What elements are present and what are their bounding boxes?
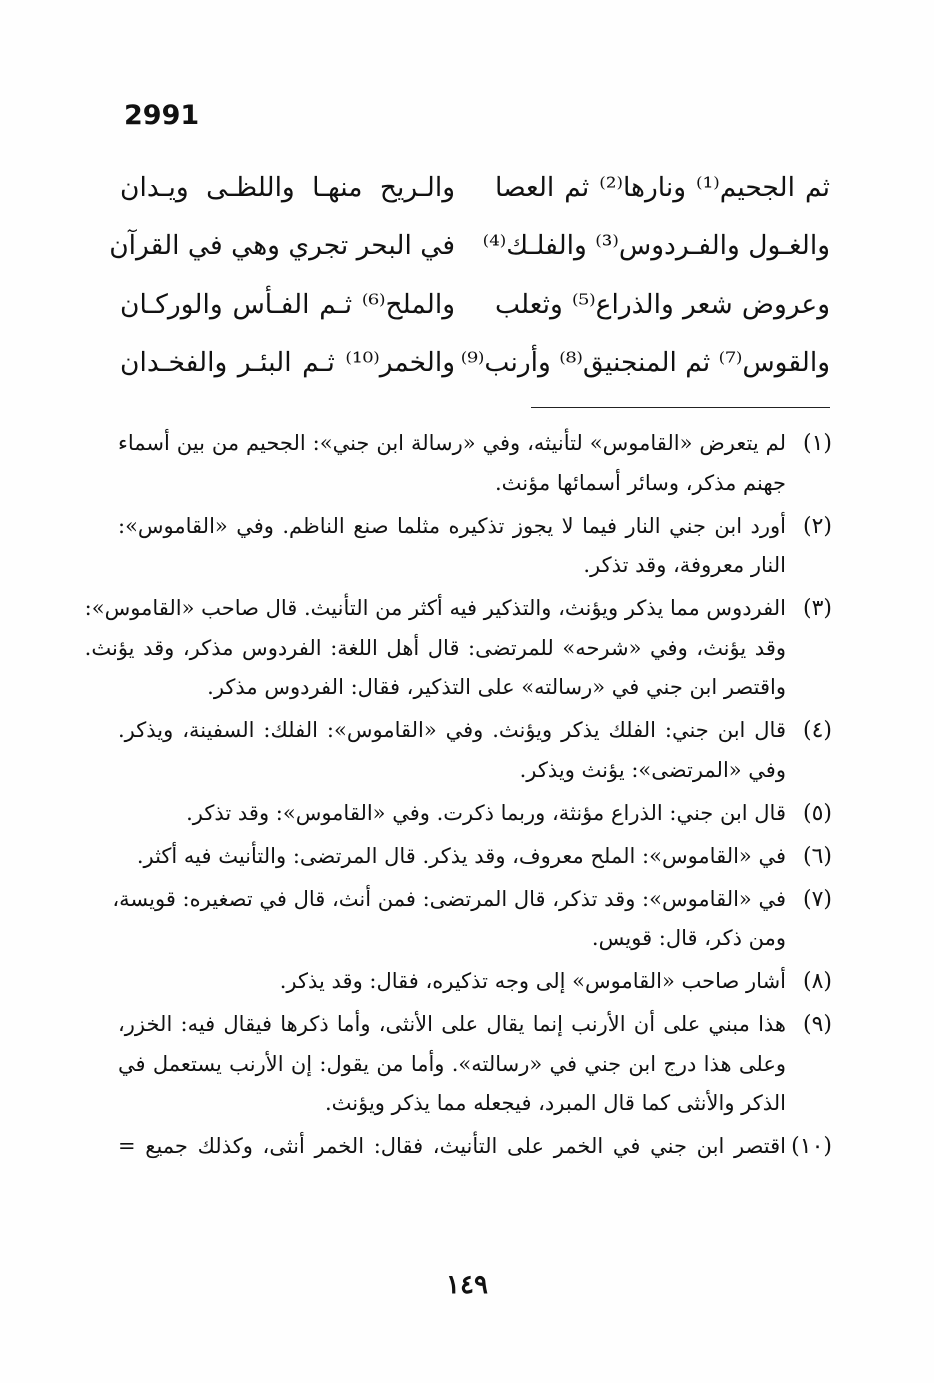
verse-second-hemistich: في البحر تجري وهي في القرآن — [109, 230, 455, 262]
footnote-line: قال ابن جني: الذراع مؤنثة، وربما ذكرت. وفي «القاموس»: وقد تذكر. — [186, 800, 786, 825]
footnote-number: (٧) — [802, 886, 832, 912]
footnote-line: في «القاموس»: الملح معروف، وقد يذكر. قال المرتضى: والتأنيث فيه أكثر. — [136, 843, 786, 868]
footnote-line: وفي «المرتضى»: يؤنث ويذكر. — [519, 757, 786, 782]
footnote-line: ومن ذكر، قال: قويس. — [591, 926, 786, 950]
footnote-number: (٨) — [802, 969, 832, 994]
footnote-line: هذا مبني على أن الأرنب إنما يقال على الأنثى، وأما ذكرها فيقال فيه: الخزر، — [118, 1012, 786, 1036]
footnote-number: (١٠) — [791, 1134, 832, 1159]
footnote-number: (٤) — [802, 718, 832, 743]
verse-row — [109, 217, 830, 276]
footnote-line: أشار صاحب «القاموس» إلى وجه تذكيره، فقال: وقد يذكر. — [279, 969, 786, 993]
verse-first-hemistich: والغـول والفـردوس⁽³⁾ والفلـك⁽⁴⁾ — [482, 230, 830, 262]
footnote-6 — [118, 837, 832, 877]
footnote-number: (٦) — [802, 843, 832, 869]
verse-first-hemistich: وعروض شعر والذراع⁽⁵⁾ وثعلب — [495, 288, 830, 320]
footnote-line: اقتصر ابن جني في الخمر على التأنيث، فقال: الخمر أنثى، وكذلك جميع = — [118, 1134, 786, 1158]
footnote-line: قال ابن جني: الفلك يذكر ويؤنث. وفي «القاموس»: الفلك: السفينة، ويذكر. — [118, 718, 786, 742]
verse-second-hemistich: والخمر⁽¹⁰⁾ ثـم البئـر والفخـدان — [120, 347, 455, 379]
verse-row — [120, 158, 830, 217]
footnotes — [84, 424, 832, 1170]
footnote-line: جهنم مذكر، وسائر أسمائها مؤنث. — [494, 470, 786, 495]
footnote-number: (٣) — [802, 596, 832, 621]
verse-row — [120, 334, 830, 393]
footnote-line: أورد ابن جني النار فيما لا يجوز تذكيره مثلما صنع الناظم. وفي «القاموس»: — [118, 513, 786, 538]
footnote-line: واقتصر ابن جني في «رسالته» على التذكير، فقال: الفردوس مذكر. — [207, 675, 786, 699]
verse-first-hemistich: والقوس⁽⁷⁾ ثم المنجنيق⁽⁸⁾ وأرنب⁽⁹⁾ — [460, 347, 830, 379]
footnote-number: (٩) — [802, 1012, 832, 1037]
footnote-separator — [531, 407, 830, 408]
footnote-line: وعلى هذا درج ابن جني في «رسالته». وأما من يقول: إن الأرنب يستعمل في — [118, 1051, 786, 1076]
footnote-10 — [118, 1127, 832, 1167]
footnote-2 — [118, 507, 832, 586]
footnote-line: وقد يؤنث، وفي «شرحه» للمرتضى: قال أهل اللغة: الفردوس مذكر، وقد يؤنث. — [84, 635, 786, 660]
page-number: ١٤٩ — [446, 1270, 488, 1300]
footnote-number: (٥) — [802, 800, 832, 826]
footnote-number: (٢) — [802, 513, 832, 539]
footnote-line: الذكر والأنثى كما قال المبرد، فيجعله مما يذكر ويؤنث. — [324, 1091, 786, 1115]
poem-verses — [109, 158, 830, 392]
footnote-8 — [118, 962, 832, 1002]
footnote-line: الفردوس مما يذكر ويؤنث، والتذكير فيه أكثر من التأنيث. قال صاحب «القاموس»: — [84, 596, 786, 620]
footnote-number: (١) — [802, 431, 832, 456]
verse-row — [120, 275, 830, 334]
footnote-line: النار معروفة، وقد تذكر. — [583, 553, 786, 577]
page-id: 2991 — [124, 100, 200, 131]
footnote-3 — [84, 589, 832, 708]
footnote-1 — [118, 424, 832, 503]
footnote-4 — [118, 711, 832, 790]
footnote-line: في «القاموس»: وقد تذكر، قال المرتضى: فمن أنث، قال في تصغيره: قويسة، — [112, 886, 786, 911]
footnote-9 — [118, 1005, 832, 1124]
verse-first-hemistich: ثم الجحيم⁽¹⁾ ونارها⁽²⁾ ثم العصا — [495, 171, 830, 203]
verse-second-hemistich: والـريح منهـا واللظـى ويـدان — [120, 171, 455, 203]
footnote-line: لم يتعرض «القاموس» لتأنيثه، وفي «رسالة ابن جني»: الجحيم من بين أسماء — [118, 431, 786, 455]
footnote-7 — [112, 880, 832, 959]
verse-second-hemistich: والملح⁽⁶⁾ ثـم الفـأس والوركـان — [120, 288, 455, 320]
footnote-5 — [118, 794, 832, 834]
